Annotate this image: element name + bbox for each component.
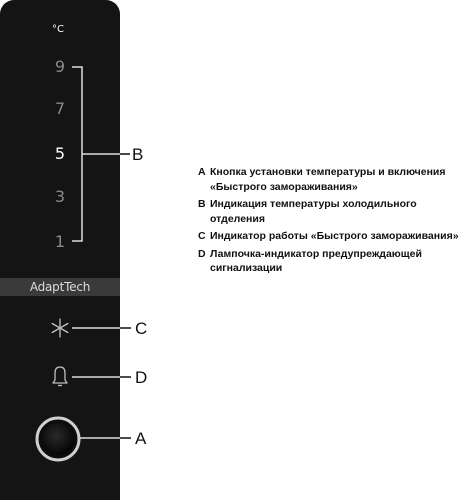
legend bbox=[198, 165, 462, 279]
temperature-set-button[interactable] bbox=[37, 418, 79, 460]
legend-letter: A bbox=[198, 166, 206, 178]
legend-letter: B bbox=[198, 198, 206, 210]
brand-label: AdaptTech bbox=[29, 280, 91, 294]
temperature-scale-bracket bbox=[72, 67, 130, 241]
callout-label-c: C bbox=[135, 319, 148, 338]
temperature-level-7: 7 bbox=[54, 99, 66, 118]
legend-item-b bbox=[198, 197, 462, 226]
legend-text: Лампочка-индикатор предупреждающей сигнализации bbox=[210, 247, 422, 274]
legend-text: Индикатор работы «Быстрого замораживания» bbox=[210, 230, 459, 242]
temperature-level-9: 9 bbox=[54, 57, 66, 76]
callout-label-a: A bbox=[135, 429, 147, 448]
legend-item-a bbox=[198, 165, 462, 194]
legend-letter: D bbox=[198, 247, 206, 260]
legend-item-d bbox=[198, 247, 462, 276]
bell-icon bbox=[53, 367, 67, 386]
legend-text: Индикация температуры холодильного отделения bbox=[210, 198, 417, 225]
legend-letter: C bbox=[198, 230, 206, 242]
temperature-level-1: 1 bbox=[54, 232, 66, 251]
legend-item-c bbox=[198, 229, 462, 244]
snowflake-icon bbox=[52, 319, 68, 337]
legend-text: Кнопка установки температуры и включения «Быстрого замораживания» bbox=[210, 166, 446, 193]
temperature-unit-label: °C bbox=[52, 24, 64, 35]
callout-label-b: B bbox=[132, 145, 144, 164]
callout-label-d: D bbox=[135, 368, 148, 387]
temperature-level-5-active: 5 bbox=[54, 144, 66, 163]
temperature-level-3: 3 bbox=[54, 187, 66, 206]
